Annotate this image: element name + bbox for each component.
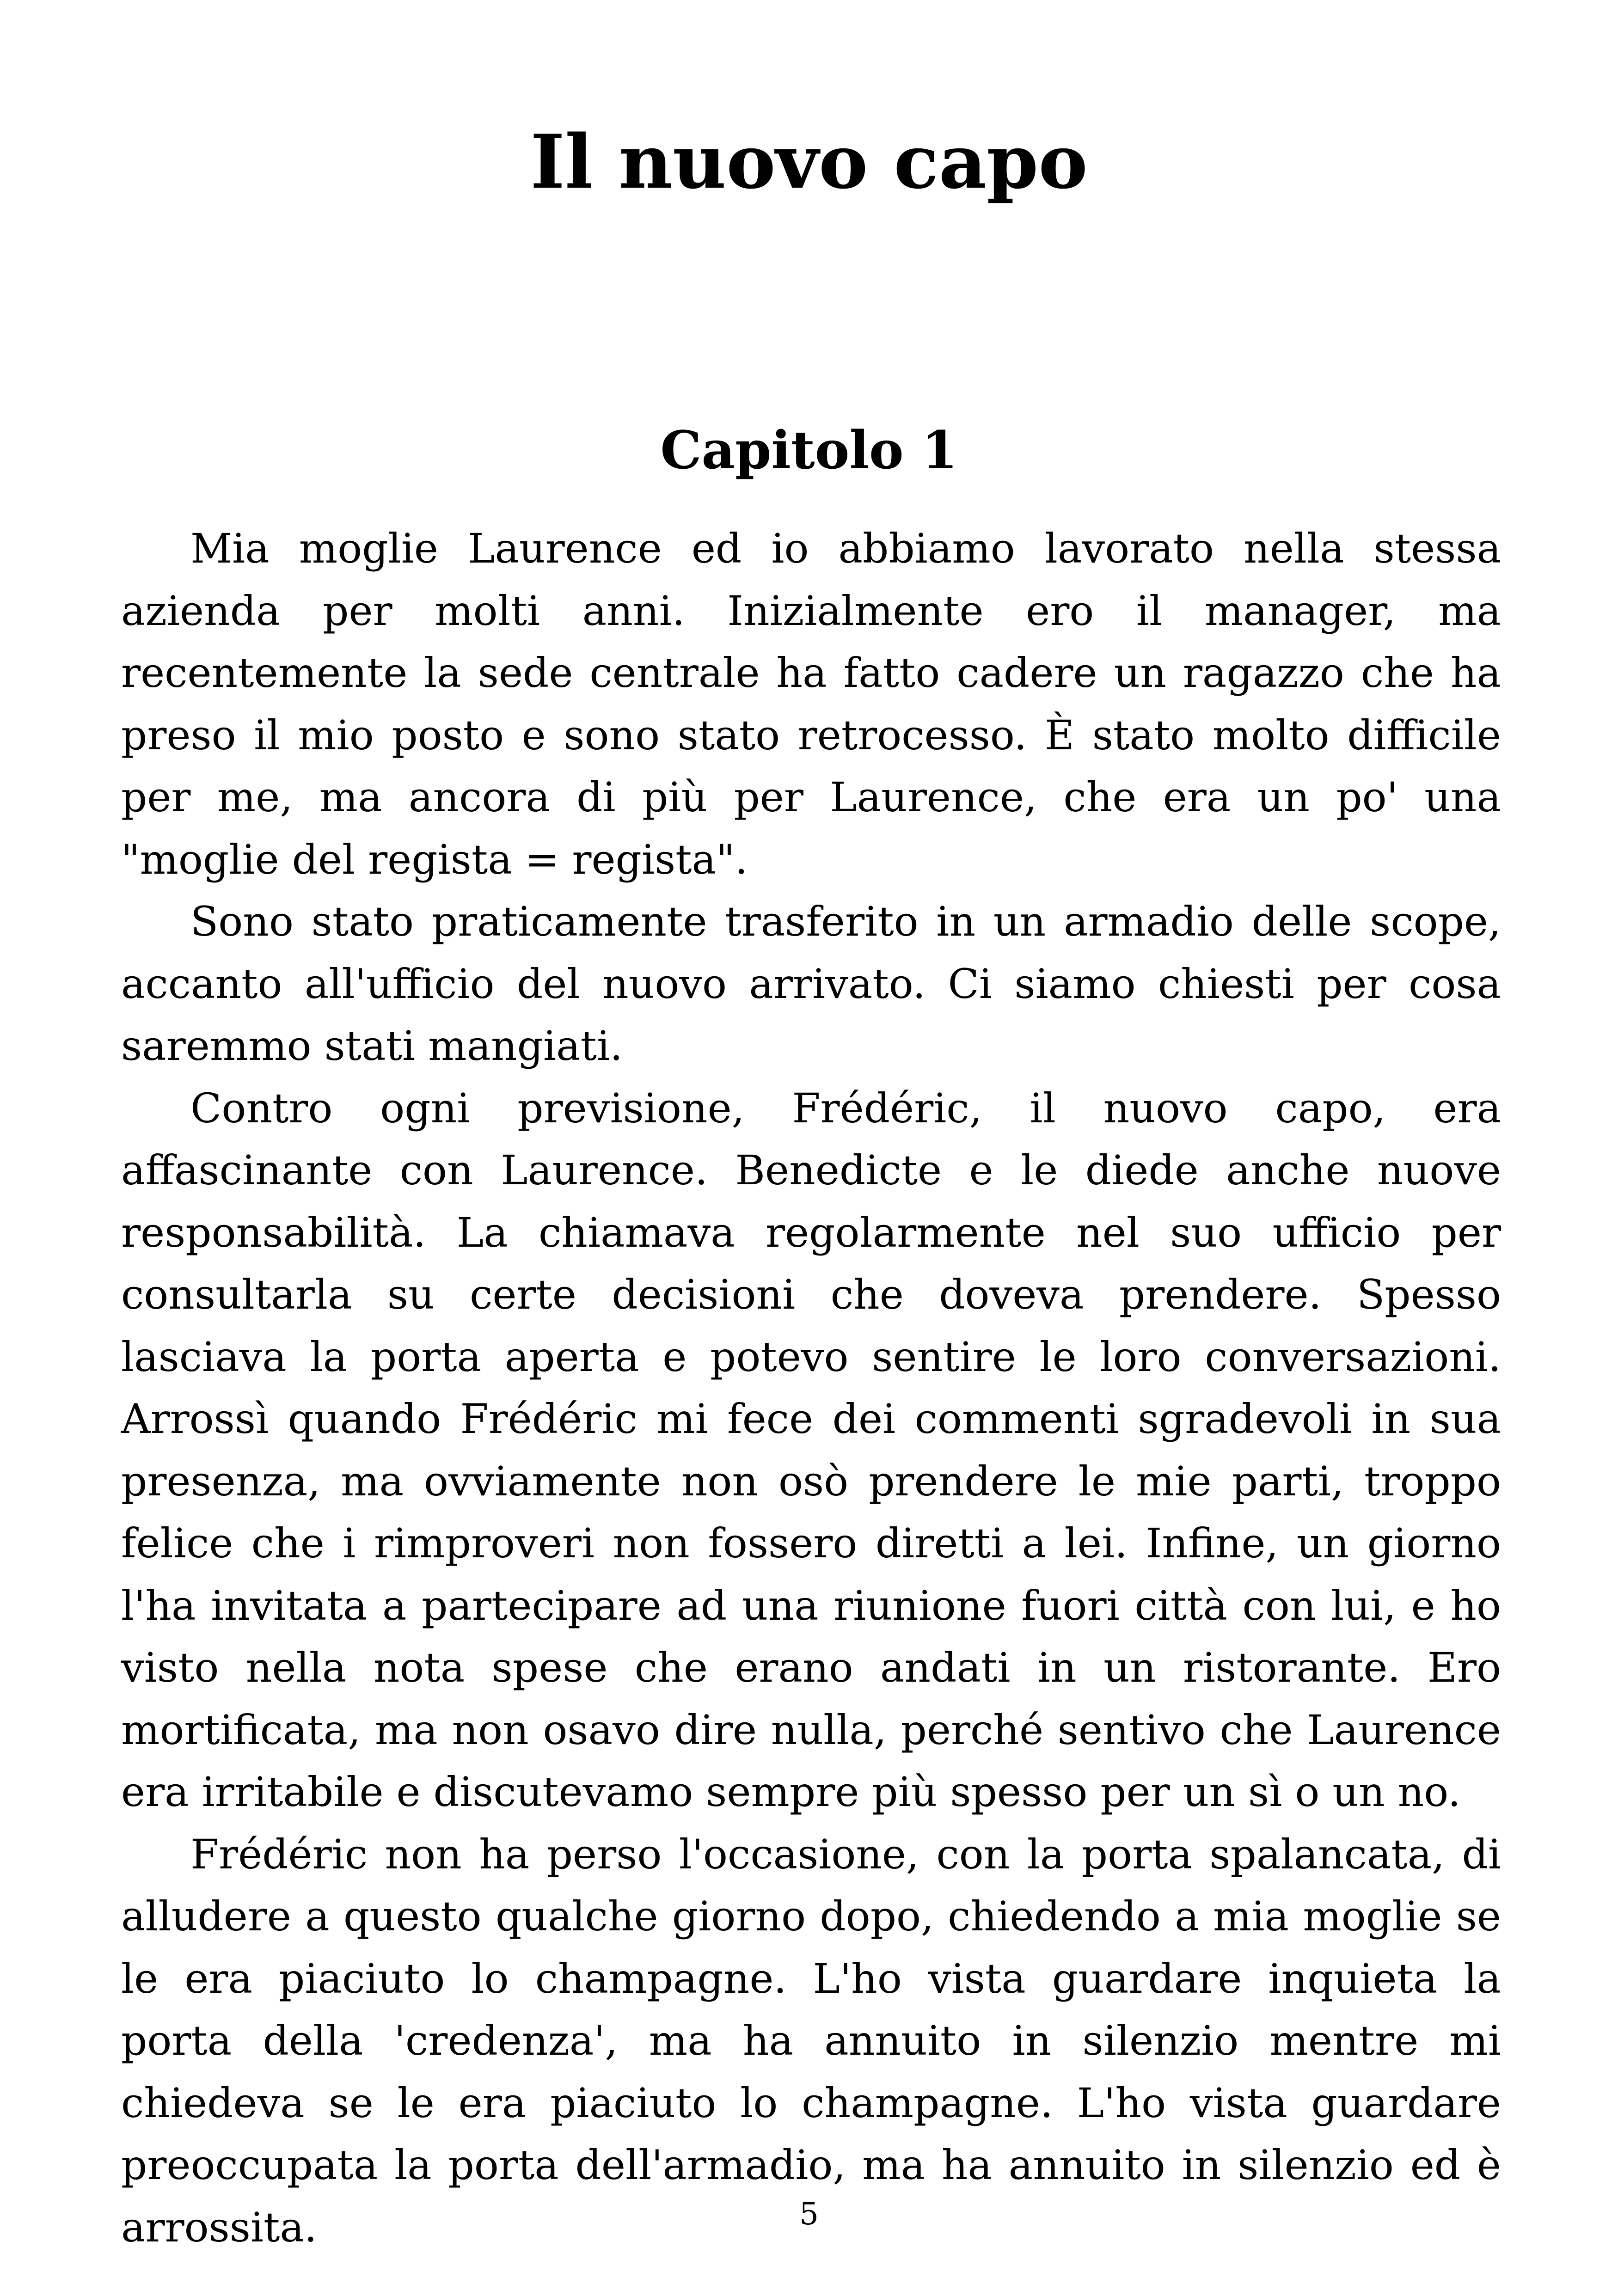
paragraph: Mia moglie Laurence ed io abbiamo lavorato nella stessa azienda per molti anni. Inizialmente ero il manager, ma recentemente la sede centrale ha fatto cadere un ragazzo che ha preso il mio posto e sono stato retrocesso. È stato molto difficile per me, ma ancora di più per Laurence, che era un po' una "moglie del regista = regista". (121, 525, 1501, 883)
paragraph: Contro ogni previsione, Frédéric, il nuovo capo, era affascinante con Laurence. Benedicte e le diede anche nuove responsabilità. La chiamava regolarmente nel suo ufficio per consultarla su certe decisioni che doveva prendere. Spesso lasciava la porta aperta e potevo sentire le loro conversazioni. Arrossì quando Frédéric mi fece dei commenti sgradevoli in sua presenza, ma ovviamente non osò prendere le mie parti, troppo felice che i rimproveri non fossero diretti a lei. Infine, un giorno l'ha invitata a partecipare ad una riunione fuori città con lui, e ho visto nella nota spese che erano andati in un ristorante. Ero mortificata, ma non osavo dire nulla, perché sentivo che Laurence era irritabile e discutevamo sempre più spesso per un sì o un no. (121, 1084, 1501, 1816)
paragraph: Frédéric non ha perso l'occasione, con la porta spalancata, di alludere a questo qualche giorno dopo, chiedendo a mia moglie se le era piaciuto lo champagne. L'ho vista guardare inquieta la porta della 'credenza', ma ha annuito in silenzio mentre mi chiedeva se le era piaciuto lo champagne. L'ho vista guardare preoccupata la porta dell'armadio, ma ha annuito in silenzio ed è arrossita. (121, 1830, 1501, 2251)
chapter-body (121, 518, 1501, 2259)
page-number: 5 (799, 2196, 819, 2232)
book-title: Il nuovo capo (530, 118, 1088, 205)
paragraph: Sono stato praticamente trasferito in un armadio delle scope, accanto all'ufficio del nuovo arrivato. Ci siamo chiesti per cosa saremmo stati mangiati. (121, 898, 1501, 1070)
chapter-title: Capitolo 1 (660, 420, 958, 481)
